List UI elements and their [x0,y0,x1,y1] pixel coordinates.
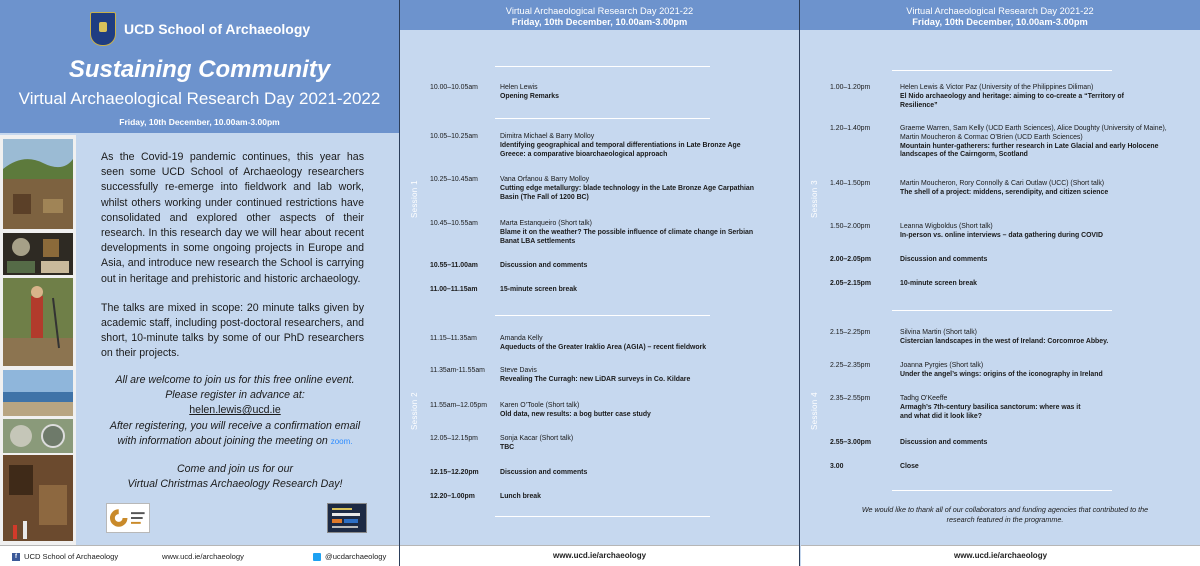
slot-time: 12.20–1.00pm [430,493,475,500]
slot-speaker: Martin Moucheron, Rory Connolly & Cari Outlaw (UCC) (Short talk) [900,180,1105,187]
slot-speaker: Helen Lewis [500,84,538,91]
intro-paragraph-1: As the Covid-19 pandemic continues, this year has seen some UCD School of Archaeology researchers successfully re-emerge into fieldwork and lab work, whilst others working under continued restrictions have consolidated and explored other aspects of their research. In this research day we will hear about recent developments in some ongoing projects in Europe and Asia, and introduce new research the School is carrying out in heritage and prehistoric and historic archaeology. [101,151,364,285]
slot-title: Old data, new results: a bog butter case study [500,410,651,418]
slot-title: Close [900,463,919,470]
website-link[interactable]: www.ucd.ie/archaeology [162,552,244,561]
slot-title: Discussion and comments [500,469,588,476]
slot-time: 10.25–10.45am [430,176,478,183]
invite-line: After registering, you will receive a confirmation email [109,419,361,432]
slot-speaker: Sonja Kacar (Short talk) [500,435,574,442]
event-title: Sustaining Community [68,56,331,83]
slot-speaker: Helen Lewis & Victor Paz (University of the Philippines Diliman) [900,84,1094,91]
divider [892,310,1112,311]
slot-speaker: Steve Davis [500,367,537,374]
slot-title: El Nido archaeology and heritage: aiming to co-create a “Territory of Resilience” [900,92,1124,109]
slot-time: 2.15–2.25pm [830,329,871,336]
divider [495,315,710,316]
slot-title: Armagh’s 7th-century basilica sanctorum: where was it and what did it look like? [900,403,1081,420]
slot-time: 2.00–2.05pm [830,256,871,263]
slot-title: Cutting edge metallurgy: blade technology in the Late Bronze Age Carpathian Basin (The Fall of 1200 BC) [500,184,754,201]
website-link[interactable]: www.ucd.ie/archaeology [552,551,647,560]
event-subtitle: Virtual Archaeological Research Day 2021-2022 [18,89,381,108]
footer-mid [400,545,799,566]
top-100-archaeology-badge [327,503,367,533]
invitation-text [100,373,370,492]
facebook-label: UCD School of Archaeology [24,552,119,561]
programme-title: Virtual Archaeological Research Day 2021-22 [906,6,1094,16]
acknowledgement-text: We would like to thank all of our collaborators and funding agencies that contributed to the research featured in the programme. [861,505,1149,524]
slot-title: 10-minute screen break [900,280,977,287]
slot-time: 2.35–2.55pm [830,395,871,402]
slot-speaker: Leanna Wigboldus (Short talk) [900,223,993,230]
athena-swan-badge [106,503,150,533]
programme-panel-afternoon [800,0,1200,566]
invite-line: Come and join us for our [176,463,293,476]
intro-paragraph-2: The talks are mixed in scope: 20 minute talks given by academic staff, including post-doctoral researchers, and short, 10-minute talks by some of our PhD researchers on their projects. [101,301,364,360]
zoom-logo-icon: zoom. [330,436,353,446]
slot-time: 1.20–1.40pm [830,125,871,132]
slot-time: 1.40–1.50pm [830,180,871,187]
divider [495,516,710,517]
slot-title: Discussion and comments [500,262,588,269]
photo-microscope-samples [3,419,73,453]
twitter-icon [313,553,321,561]
slot-time: 12.15–12.20pm [430,469,479,476]
programme-panel-morning [400,0,799,566]
divider [892,490,1112,491]
invite-line: All are welcome to join us for this free online event. [115,374,355,386]
slot-title: Lunch break [500,493,541,500]
twitter-link[interactable] [313,552,386,561]
programme-header [800,0,1200,30]
programme-title: Virtual Archaeological Research Day 2021-22 [505,6,694,16]
slot-time: 10.55–11.00am [430,262,478,269]
slot-speaker: Dimitra Michael & Barry Molloy [500,133,595,140]
programme-date: Friday, 10th December, 10.00am-3.00pm [912,16,1088,27]
header-banner [0,0,399,133]
photo-artefacts [3,233,73,275]
slot-speaker: Marta Estanqueiro (Short talk) [500,220,592,227]
slot-time: 12.05–12.15pm [430,435,478,442]
photo-shoreline [3,370,73,416]
slot-time: 10.45–10.55am [430,220,478,227]
invite-line: with information about joining the meeting on [117,434,328,447]
slot-title: The shell of a project: middens, serendipity, and citizen science [900,188,1109,196]
bronze-award-text-icon [131,507,147,529]
invite-line: Please register in advance at: [165,389,305,402]
divider [495,66,710,67]
intro-text [101,150,364,362]
divider [892,70,1112,71]
slot-title: Discussion and comments [900,256,988,263]
session-1-label: Session 1 [410,180,419,218]
top-100-logo-icon [328,504,366,532]
photo-trench [3,455,73,541]
slot-time: 2.25–2.35pm [830,362,871,369]
slot-time: 11.55am–12.05pm [430,402,487,409]
facebook-icon: f [12,553,20,561]
school-name: UCD School of Archaeology [124,21,311,37]
divider [495,118,710,119]
photo-coastal-excavation [3,139,73,229]
slot-time: 10.00–10.05am [430,84,478,91]
session-4-label: Session 4 [810,392,819,430]
slot-speaker: Tadhg O’Keeffe [900,395,948,402]
event-date: Friday, 10th December, 10.00am-3.00pm [119,117,280,127]
slot-speaker: Silvina Martin (Short talk) [900,329,977,336]
slot-speaker: Graeme Warren, Sam Kelly (UCD Earth Sciences), Alice Doughty (University of Maine), Martin Moucheron & Cormac O’Brien (UCD Earth Sciences) [900,125,1167,141]
slot-time: 1.00–1.20pm [830,84,871,91]
school-logo [90,12,310,46]
slot-title: Mountain hunter-gatherers: further research in Late Glacial and early Holocene landscapes of the Cairngorm, Scotland [900,142,1159,159]
intro-panel [0,0,399,566]
slot-title: Opening Remarks [500,92,559,100]
facebook-link[interactable] [12,552,118,561]
slot-title: Revealing The Curragh: new LiDAR surveys in Co. Kildare [500,375,691,383]
slot-title: Aqueducts of the Greater Iraklio Area (AGIA) – recent fieldwork [500,343,707,351]
athena-swan-logo-icon [109,507,128,529]
session-3-label: Session 3 [810,180,819,218]
slot-title: Blame it on the weather? The possible influence of climate change in Serbian Banat LBA settlements [500,228,754,245]
footer-right [801,545,1200,566]
slot-title: In-person vs. online interviews – data gathering during COVID [900,231,1103,239]
slot-speaker: Joanna Pyrgies (Short talk) [900,362,984,369]
invite-line: Virtual Christmas Archaeology Research Day! [127,478,343,491]
slot-title: Identifying geographical and temporal differentiations in Late Bronze Age Greece: a comparative bioarchaeological approach [500,141,741,158]
slot-speaker: Vana Orfanou & Barry Molloy [500,176,590,183]
slot-title: Under the angel’s wings: origins of the iconography in Ireland [900,370,1103,378]
footer-left [0,545,399,566]
slot-speaker: Karen O’Toole (Short talk) [500,402,580,409]
slot-title: TBC [500,443,515,451]
ucd-crest-icon [90,12,116,46]
slot-time: 2.05–2.15pm [830,280,871,287]
twitter-handle: @ucdarchaeology [325,552,387,561]
photo-fieldwork-survey [3,278,73,366]
photo-strip [0,135,76,545]
slot-time: 10.05–10.25am [430,133,478,140]
slot-time: 3.00 [830,463,844,470]
programme-header [400,0,799,30]
slot-time: 1.50–2.00pm [830,223,871,230]
slot-speaker: Amanda Kelly [500,335,543,342]
programme-date: Friday, 10th December, 10.00am-3.00pm [511,16,688,27]
registration-email-link[interactable]: helen.lewis@ucd.ie [189,404,281,417]
slot-time: 2.55–3.00pm [830,439,871,446]
slot-time: 11.00–11.15am [430,286,478,293]
slot-title: Cistercian landscapes in the west of Ireland: Corcomroe Abbey. [900,337,1109,345]
slot-title: Discussion and comments [900,439,988,446]
session-2-label: Session 2 [410,392,419,430]
slot-title: 15-minute screen break [500,286,577,293]
website-link[interactable]: www.ucd.ie/archaeology [953,551,1048,560]
slot-time: 11.15–11.35am [430,335,477,342]
slot-time: 11.35am-11.55am [430,367,485,374]
